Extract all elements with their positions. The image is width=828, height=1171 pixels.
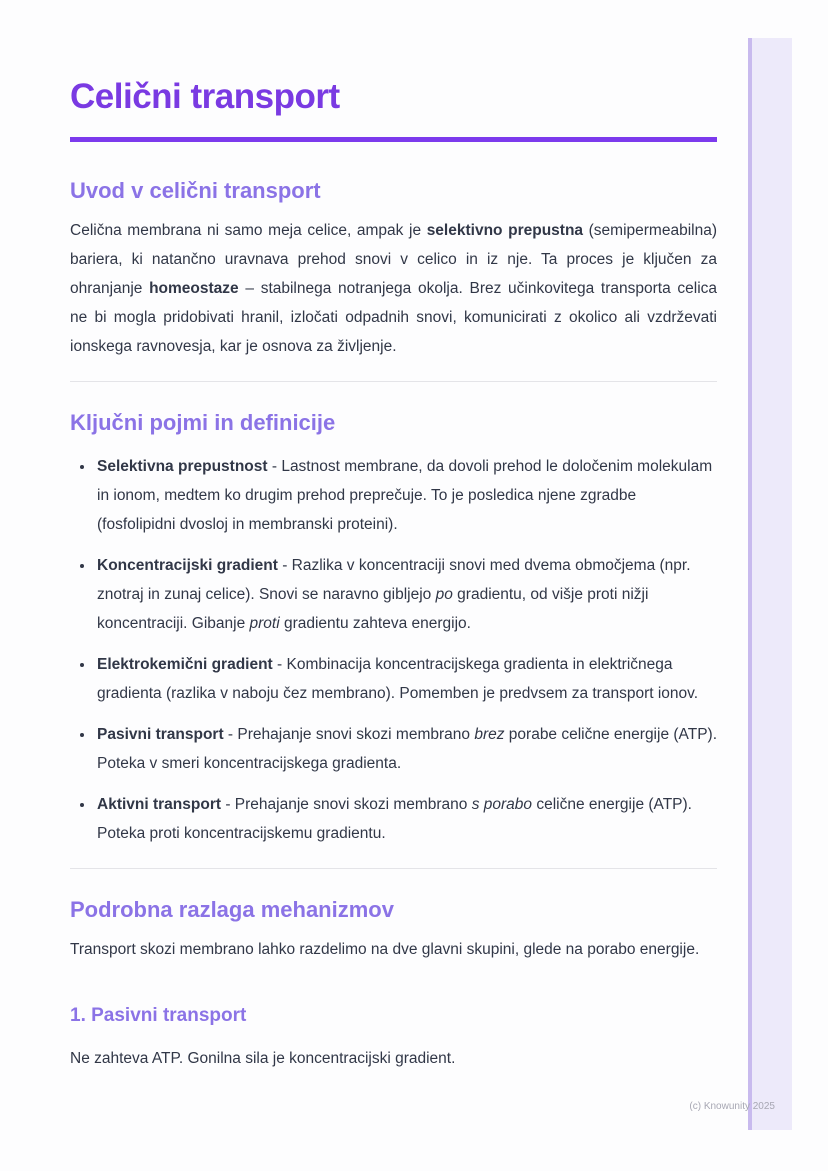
emphasis-text: Elektrokemični gradient [97,656,273,673]
body-text: - Prehajanje snovi skozi membrano [223,726,475,743]
body-text: Celična membrana ni samo meja celice, ampak je [70,222,427,239]
section-mechanisms [70,898,717,1073]
emphasis-text: Aktivni transport [97,796,222,813]
intro-paragraph [70,216,717,361]
body-text: celične energije (ATP). Poteka proti koncentracijskemu gradientu. [97,796,692,842]
section-key-terms [70,411,717,848]
section-heading-intro: Uvod v celični transport [70,178,321,203]
emphasis-text: homeostaze [149,280,239,297]
copyright-footer: (c) Knowunity 2025 [689,1101,775,1112]
passive-transport-paragraph [70,1044,717,1073]
key-term-item [95,551,717,638]
key-term-item [95,790,717,848]
italic-text: po [435,586,453,603]
italic-text: proti [249,615,280,632]
key-term-item [95,720,717,778]
body-text: - Lastnost membrane, da dovoli prehod le določenim molekulam in ionom, medtem ko drugim prehod preprečuje. To je posledica njene zgradbe (fosfolipidni dvosloj in membranski proteini). [97,458,713,533]
body-text: gradientu, od višje proti nižji koncentraciji. Gibanje [97,586,649,632]
body-text: - Kombinacija koncentracijskega gradienta in električnega gradienta (razlika v naboju čez membrano). Pomemben je predvsem za transport ionov. [97,656,699,702]
body-text: Ne zahteva ATP. Gonilna sila je koncentracijski gradient. [70,1050,456,1067]
body-text: (semipermeabilna) bariera, ki natančno uravnava prehod snovi v celico in iz nje. Ta proces je ključen za ohranjanje [70,222,717,297]
key-term-item [95,650,717,708]
body-text: Transport skozi membrano lahko razdelimo na dve glavni skupini, glede na porabo energije. [70,941,700,958]
body-text: porabe celične energije (ATP). Poteka v smeri koncentracijskega gradienta. [97,726,717,772]
mechanisms-paragraph [70,935,717,964]
section-divider [70,381,717,382]
section-heading-mechanisms: Podrobna razlaga mehanizmov [70,897,394,922]
section-divider [70,868,717,869]
body-text: - Razlika v koncentraciji snovi med dvema območjema (npr. znotraj in zunaj celice). Snovi se naravno gibljejo [97,557,691,603]
key-term-item [95,452,717,539]
body-text: – stabilnega notranjega okolja. Brez učinkovitega transporta celica ne bi mogla pridobivati hranil, izločati odpadnih snovi, komunicirati z okolico ali vzdrževati ionskega ravnovesja, kar je osnova za življenje. [70,280,718,355]
title-underline [70,137,717,142]
italic-text: s porabo [471,796,533,813]
section-intro [70,179,717,361]
subsection-heading-passive-transport: 1. Pasivni transport [70,1005,247,1026]
body-text: - Prehajanje snovi skozi membrano [221,796,472,813]
key-terms-list [70,452,717,848]
emphasis-text: Pasivni transport [97,726,224,743]
italic-text: brez [474,726,505,743]
emphasis-text: Selektivna prepustnost [97,458,268,475]
body-text: gradientu zahteva energijo. [279,615,471,632]
emphasis-text: Koncentracijski gradient [97,557,278,574]
page-title: Celični transport [70,77,340,116]
section-heading-key-terms: Ključni pojmi in definicije [70,410,336,435]
emphasis-text: selektivno prepustna [426,222,584,239]
